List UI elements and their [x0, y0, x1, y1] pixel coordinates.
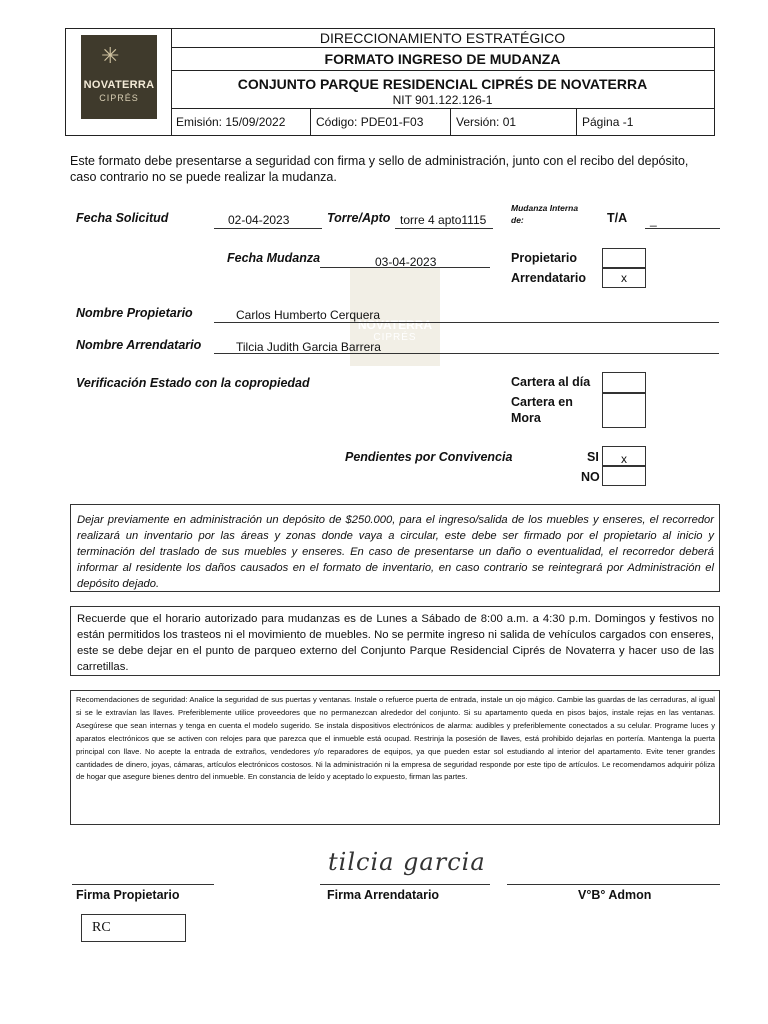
pagina-cell: Página -1 — [582, 115, 634, 129]
fecha-mudanza-line — [320, 267, 490, 268]
vobo-admon-label: V°B° Admon — [578, 888, 652, 902]
header-line-1: DIRECCIONAMIENTO ESTRATÉGICO — [171, 29, 714, 48]
no-label: NO — [581, 470, 600, 484]
document-header — [65, 28, 715, 136]
signature-line-arrendatario — [320, 884, 490, 885]
logo-name: NOVATERRA — [83, 79, 155, 91]
arrendatario-checkbox[interactable]: x — [602, 268, 646, 288]
deposit-notice: Dejar previamente en administración un depósito de $250.000, para el ingreso/salida de los muebles y enseres, el recorredor realizará un inventario por las áreas y zonas donde vaya a circular, este debe ser firmado por el propietario al inicio y terminación del traslado de sus muebles y enseres. En caso de presentarse un daño o eventualidad, el recorredor deberá informar al residente los daños causados en el formato de inventario, en caso contrario se reintegrará por Administración el depósito dejado. — [70, 504, 720, 592]
cartera-mora-checkbox[interactable] — [602, 393, 646, 428]
no-checkbox[interactable] — [602, 466, 646, 486]
verificacion-label: Verificación Estado con la copropiedad — [76, 376, 310, 390]
si-checkbox[interactable]: x — [602, 446, 646, 466]
schedule-notice: Recuerde que el horario autorizado para mudanzas es de Lunes a Sábado de 8:00 a.m. a 4:30 p.m. Domingos y festivos no están permitidos los trasteos ni el movimiento de muebles. No se permite ingreso ni salida de vehículos cargados con enseres, este se debe dejar en el punto de parqueo externo del Conjunto Parque Residencial Ciprés de Novaterra y hacer uso de las carretillas. — [70, 606, 720, 676]
fecha-solicitud-value[interactable]: 02-04-2023 — [228, 213, 290, 227]
signature-line-admon — [507, 884, 720, 885]
torre-label: Torre/Apto — [327, 211, 391, 225]
nombre-arrendatario-value[interactable]: Tilcia Judith Garcia Barrera — [236, 340, 381, 354]
watermark-subtitle: CIPRÉS — [373, 332, 417, 343]
tenant-signature: tilcia garcia — [328, 848, 486, 876]
cartera-dia-checkbox[interactable] — [602, 372, 646, 393]
logo-cell — [66, 29, 172, 135]
propietario-label: Propietario — [511, 251, 577, 265]
security-recommendations: Recomendaciones de seguridad: Analice la seguridad de sus puertas y ventanas. Instale o refuerce puerta de entrada, instale un ojo mágico. Cambie las guardas de las cerraduras, al igual si se le extravían las llaves. Preferiblemente utilice proveedores que no permanezcan alrededor del conjunto. Si su apartamento queda en pisos bajos, instale rejas en las ventanas. Asegúrese que sean internas y tenga en cuenta el modelo sugerido. Se instala dispositivos electrónicos de alarma: audibles y preferiblemente conectados a su celular. Programe luces y aparatos electrónicos que se activen con relojes para que parezca que el inmueble está ocupad. Restrinja la posesión de llaves, está prohibido dejarlas en portería. Mantenga la puerta principal con llave. No acepte la entrada de extraños, vendedores y/o reparadores de equipos, ya que pueden estar sol estudiando al interior del apartamento. Evite tener grandes cantidades de dinero, joyas, cámaras, artículos electrónicos costosos. Ni la administración ni la empresa de seguridad responde por este tipo de artículos. Le recomendamos adquirir póliza de hogar que asegure bienes dentro del inmueble. En constancia de leído y aceptado lo expuesto, firman las partes. — [70, 690, 720, 825]
arrendatario-label: Arrendatario — [511, 271, 587, 285]
fecha-mudanza-label: Fecha Mudanza — [227, 251, 321, 265]
signature-line-propietario — [72, 884, 214, 885]
si-label: SI — [587, 450, 599, 464]
header-line-3: CONJUNTO PARQUE RESIDENCIAL CIPRÉS DE NOVATERRA — [237, 76, 648, 92]
propietario-checkbox[interactable] — [602, 248, 646, 268]
logo-subtitle: CIPRÉS — [99, 93, 139, 103]
nombre-arrendatario-line — [214, 353, 719, 354]
nombre-propietario-value[interactable]: Carlos Humberto Cerquera — [236, 308, 381, 322]
initials-box: RC — [81, 914, 186, 942]
fecha-mudanza-value[interactable]: 03-04-2023 — [375, 255, 437, 269]
fecha-solicitud-label: Fecha Solicitud — [76, 211, 169, 225]
novaterra-logo — [81, 35, 157, 119]
torre-value[interactable]: torre 4 apto1115 — [400, 213, 487, 227]
cypress-tree-icon: ✳ — [101, 43, 120, 68]
header-line-2: FORMATO INGRESO DE MUDANZA — [171, 48, 714, 71]
ta-label: T/A — [607, 211, 628, 225]
firma-arrendatario-label: Firma Arrendatario — [327, 888, 440, 902]
ta-line — [645, 228, 720, 229]
torre-line — [395, 228, 493, 229]
nombre-propietario-line — [214, 322, 719, 323]
watermark-name: NOVATERRA — [357, 318, 433, 332]
mudanza-interna-label: Mudanza Interna de: — [511, 203, 579, 225]
firma-propietario-label: Firma Propietario — [76, 888, 180, 902]
fecha-solicitud-line — [214, 228, 322, 229]
nombre-arrendatario-label: Nombre Arrendatario — [76, 338, 202, 352]
cartera-dia-label: Cartera al día — [511, 375, 591, 389]
header-nit: NIT 901.122.126-1 — [392, 93, 493, 107]
intro-text: Este formato debe presentarse a seguridad con firma y sello de administración, junto con el recibo del depósito, caso contrario no se puede realizar la mudanza. — [70, 154, 689, 184]
version-cell: Versión: 01 — [451, 109, 577, 135]
cartera-mora-label: Cartera en Mora — [511, 395, 573, 425]
header-line-3-cell — [171, 71, 714, 109]
nombre-propietario-label: Nombre Propietario — [76, 306, 193, 320]
emision-cell: Emisión: 15/09/2022 — [171, 109, 311, 135]
pendientes-label: Pendientes por Convivencia — [345, 450, 513, 464]
codigo-cell: Código: PDE01-F03 — [311, 109, 451, 135]
ta-value[interactable]: _ — [650, 213, 657, 227]
